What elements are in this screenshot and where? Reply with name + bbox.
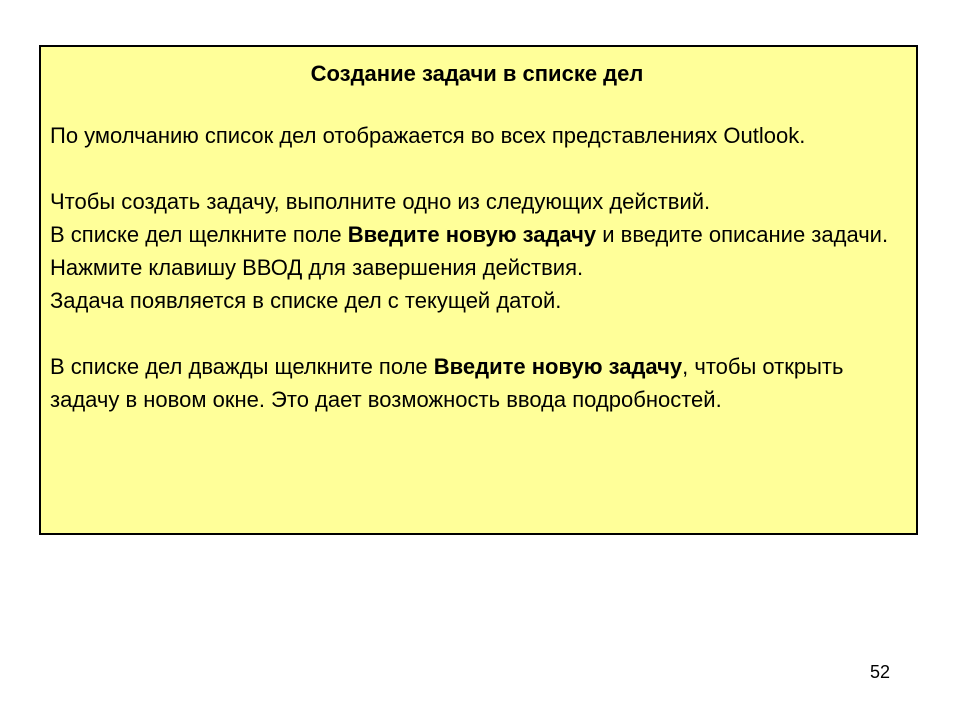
text-segment: В списке дел щелкните поле: [50, 222, 348, 247]
note-box: [39, 45, 918, 535]
paragraph-task-appears: Задача появляется в списке дел с текущей датой.: [50, 288, 562, 313]
paragraph-double-click: [50, 350, 904, 416]
spacer: [50, 317, 904, 350]
field-name-bold: Введите новую задачу: [433, 354, 683, 379]
note-title: Создание задачи в списке дел: [310, 61, 644, 86]
paragraph-click-field: [50, 218, 904, 284]
text-segment: и введите описание задачи. Нажмите клавишу ВВОД для завершения действия.: [50, 222, 889, 280]
paragraph-default-view: По умолчанию список дел отображается во всех представлениях Outlook.: [50, 123, 806, 148]
text-segment: В списке дел дважды щелкните поле: [50, 354, 434, 379]
field-name-bold: Введите новую задачу: [347, 222, 597, 247]
paragraph-instructions-intro: Чтобы создать задачу, выполните одно из следующих действий.: [50, 189, 711, 214]
text-segment: , чтобы открыть задачу в новом окне. Это дает возможность ввода подробностей.: [50, 354, 844, 412]
spacer: [50, 152, 904, 185]
page-number: 52: [870, 662, 891, 682]
spacer: [50, 89, 904, 119]
